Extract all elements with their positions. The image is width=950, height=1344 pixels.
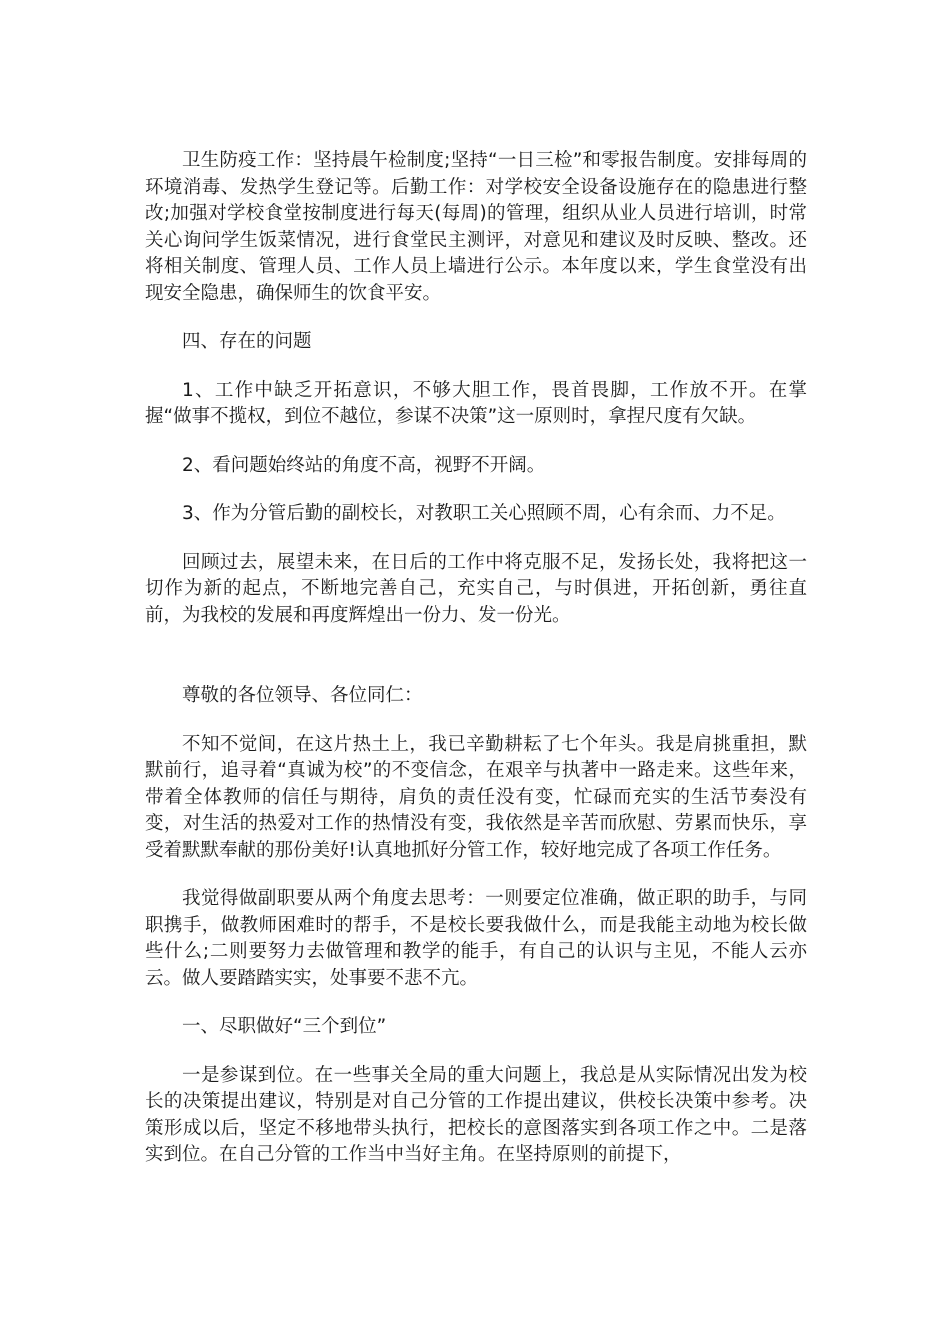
paragraph-deputy-role: 我觉得做副职要从两个角度去思考：一则要定位准确，做正职的助手，与同职携手，做教师困难时的帮手，不是校长要我做什么，而是我能主动地为校长做些什么;二则要努力去做管理和教学的能手，有自己的认识与主见，不能人云亦云。做人要踏踏实实，处事要不悲不亢。 bbox=[145, 888, 807, 989]
paragraph-hygiene-logistics: 卫生防疫工作：坚持晨午检制度;坚持“一日三检”和零报告制度。安排每周的环境消毒、发热学生登记等。后勤工作：对学校安全设备设施存在的隐患进行整改;加强对学校食堂按制度进行每天(每周)的管理，组织从业人员进行培训，时常关心询问学生饭菜情况，进行食堂民主测评，对意见和建议及时反映、整改。还将相关制度、管理人员、工作人员上墙进行公示。本年度以来，学生食堂没有出现安全隐患，确保师生的饮食平安。 bbox=[145, 150, 807, 304]
salutation: 尊敬的各位领导、各位同仁： bbox=[182, 685, 423, 706]
heading-existing-problems: 四、存在的问题 bbox=[182, 331, 312, 352]
heading-three-in-place: 一、尽职做好“三个到位” bbox=[182, 1016, 387, 1037]
paragraph-looking-forward: 回顾过去，展望未来，在日后的工作中将克服不足，发扬长处，我将把这一切作为新的起点，不断地完善自己，充实自己，与时俱进，开拓创新，勇往直前，为我校的发展和再度辉煌出一份力、发一份光。 bbox=[145, 551, 807, 626]
document-page bbox=[145, 148, 807, 1191]
problem-item-1: 1、工作中缺乏开拓意识，不够大胆工作，畏首畏脚，工作放不开。在掌握“做事不揽权，到位不越位，参谋不决策”这一原则时，拿捏尺度有欠缺。 bbox=[145, 379, 807, 427]
problem-item-2: 2、看问题始终站的角度不高，视野不开阔。 bbox=[182, 454, 546, 476]
paragraph-advisory-in-place: 一是参谋到位。在一些事关全局的重大问题上，我总是从实际情况出发为校长的决策提出建议，特别是对自己分管的工作提出建议，供校长决策中参考。决策形成以后，坚定不移地带头执行，把校长的意图落实到各项工作之中。二是落实到位。在自己分管的工作当中当好主角。在坚持原则的前提下， bbox=[145, 1064, 807, 1165]
paragraph-seven-years: 不知不觉间，在这片热土上，我已辛勤耕耘了七个年头。我是肩挑重担，默默前行，追寻着“真诚为校”的不变信念，在艰辛与执著中一路走来。这些年来，带着全体教师的信任与期待，肩负的责任没有变，忙碌而充实的生活节奏没有变，对生活的热爱对工作的热情没有变，我依然是辛苦而欣慰、劳累而快乐，享受着默默奉献的那份美好!认真地抓好分管工作，较好地完成了各项工作任务。 bbox=[145, 733, 807, 861]
problem-item-3: 3、作为分管后勤的副校长，对教职工关心照顾不周，心有余而、力不足。 bbox=[182, 503, 786, 524]
